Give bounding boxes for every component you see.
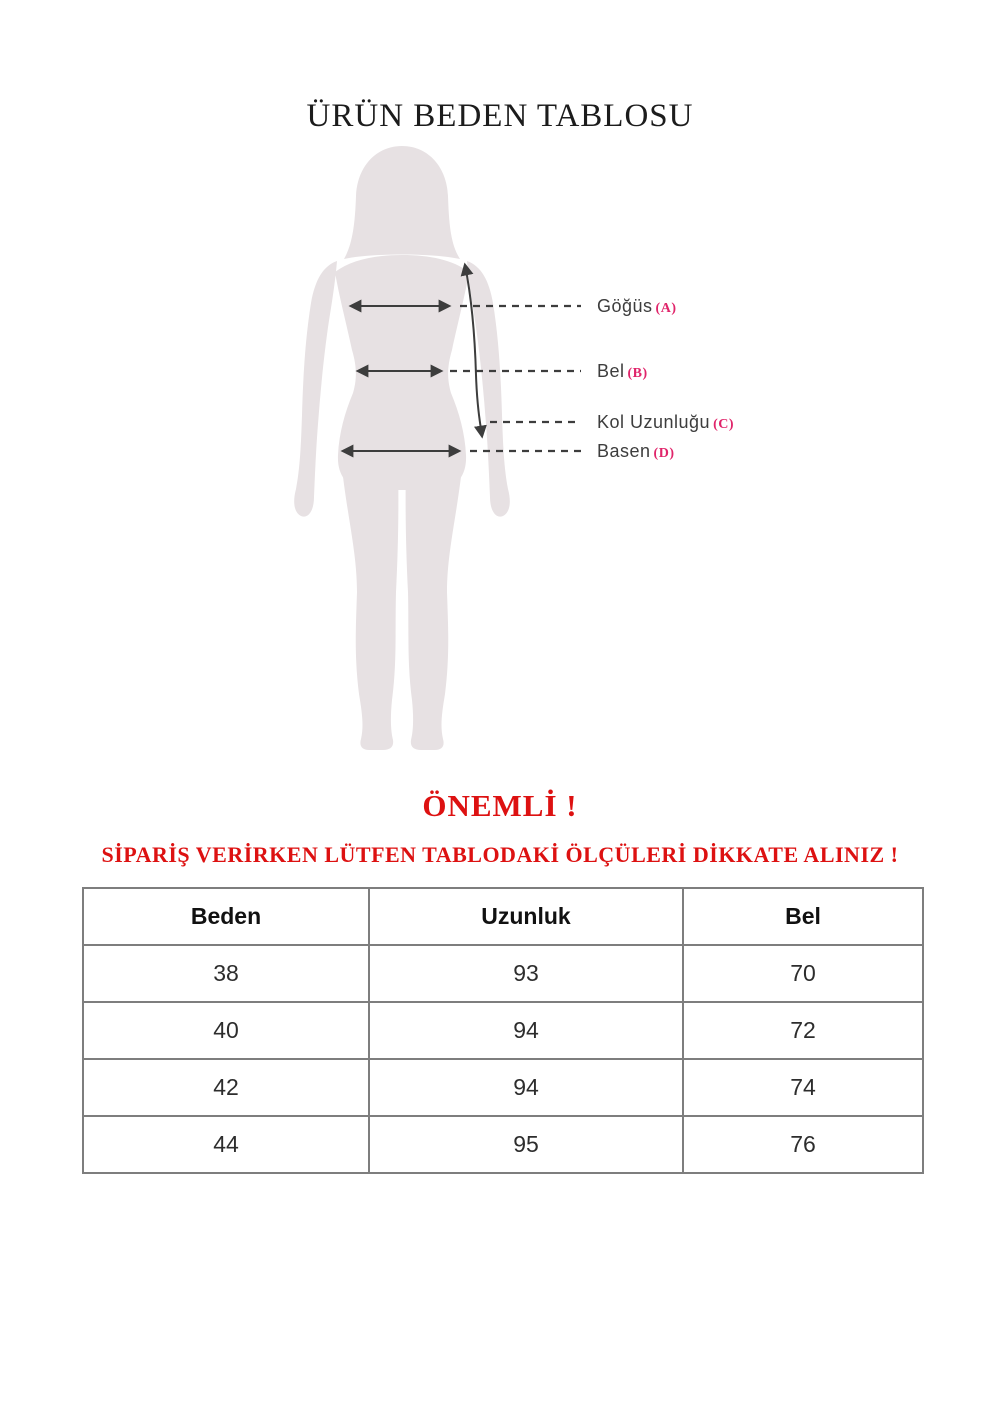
warning-heading: ÖNEMLİ ! (422, 788, 578, 823)
hip-marker-d: (D) (653, 446, 675, 461)
size-table (82, 887, 924, 1174)
table-row (83, 1002, 923, 1059)
table-row (83, 1116, 923, 1173)
table-cell: 38 (83, 945, 369, 1002)
chest-marker-a: (A) (655, 301, 677, 316)
measurement-label-chest (597, 295, 676, 320)
table-cell: 94 (369, 1002, 683, 1059)
table-cell: 95 (369, 1116, 683, 1173)
waist-label-text: Bel (597, 361, 625, 381)
table-cell: 94 (369, 1059, 683, 1116)
header-cell-uzunluk: Uzunluk (369, 888, 683, 945)
header-cell-bel: Bel (683, 888, 923, 945)
chest-label-text: Göğüs (597, 296, 653, 316)
table-row (83, 945, 923, 1002)
warning-subheading: SİPARİŞ VERİRKEN LÜTFEN TABLODAKİ ÖLÇÜLERİ DİKKATE ALINIZ ! (101, 842, 899, 867)
table-cell: 74 (683, 1059, 923, 1116)
page-title: ÜRÜN BEDEN TABLOSU (306, 98, 694, 135)
arm-length-label-text: Kol Uzunluğu (597, 412, 711, 432)
table-cell: 42 (83, 1059, 369, 1116)
table-cell: 40 (83, 1002, 369, 1059)
hip-label-text: Basen (597, 441, 651, 461)
measurement-label-hip (597, 440, 674, 465)
table-header-row (83, 888, 923, 945)
table-cell: 76 (683, 1116, 923, 1173)
table-cell: 72 (683, 1002, 923, 1059)
table-cell: 44 (83, 1116, 369, 1173)
measurement-label-arm-length (597, 411, 734, 436)
header-cell-beden: Beden (83, 888, 369, 945)
arm-length-marker-c: (C) (713, 417, 735, 432)
measurement-label-waist (597, 360, 648, 385)
waist-marker-b: (B) (627, 366, 648, 381)
table-row (83, 1059, 923, 1116)
leader-lines (450, 306, 586, 451)
body-silhouette-shape (294, 146, 510, 750)
table-cell: 70 (683, 945, 923, 1002)
table-cell: 93 (369, 945, 683, 1002)
